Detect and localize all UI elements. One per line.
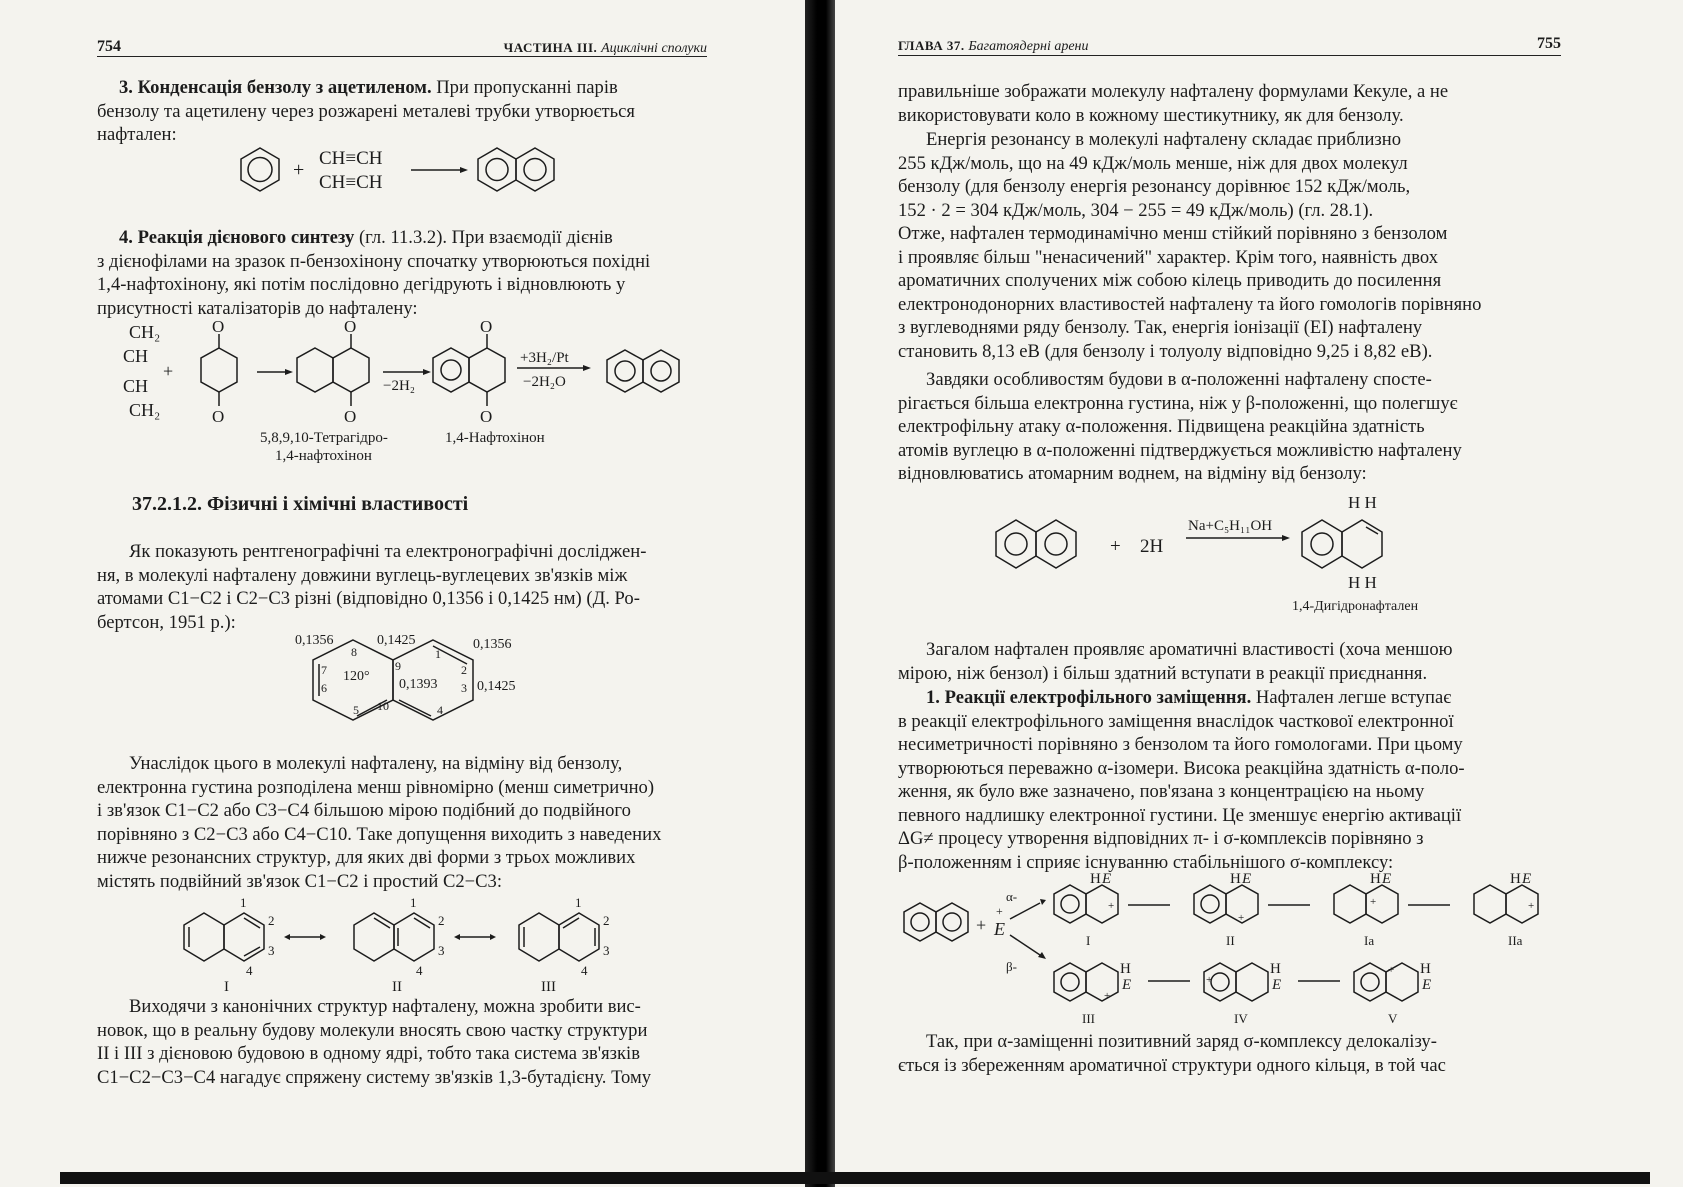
paragraph-resonance-energy: Енергія резонансу в молекулі нафталену складає приблизно 255 кДж/моль, що на 49 кДж/моль менше, ніж для двох молекул бензолу (для бензолу енергія резонансу дорівнює 152 кДж/моль, 152 · 2 = 304 кДж/моль, 304 − 255 = 49 кДж/моль) (гл. 28.1). Отже, нафтален термодинамічно менш стійкий порівняно з бензолом і проявляє більш "ненасичений" характер. Крім того, наявність двох ароматичних сполучених між собою кілець приводить до посилення електронодонорних властивостей нафталену та його гомологів порівняно з вуглеводнями ряду бензолу. Так, енергія іонізації (ЕІ) нафталену становить 8,13 еВ (для бензолу і толуолу відповідно 9,25 і 8,82 еВ). [898,129,1482,362]
svg-text:O: O [212,407,225,426]
svg-text:α-: α- [1006,889,1018,904]
svg-text:8: 8 [351,645,357,659]
svg-text:CH₂: CH₂ [129,322,161,342]
sigma-complex-scheme [900,871,1580,1026]
svg-text:IV: IV [1234,1011,1248,1026]
svg-text:II: II [392,979,402,995]
svg-text:O: O [212,317,225,336]
svg-text:H H: H H [1348,493,1377,512]
svg-text:E: E [1422,977,1432,993]
svg-text:E: E [1272,977,1282,993]
svg-text:CH: CH [123,346,149,366]
svg-text:1,4-Нафтохінон: 1,4-Нафтохінон [445,430,545,446]
svg-text:−2H₂: −2H₂ [383,378,416,394]
paragraph-xray: Як показують рентгенографічні та електронографічні досліджен- ня, в молекулі нафталену довжини вуглець-вуглецевих зв'язків між атомами С1−С2 і С2−С3 різні (відповідно 0,1356 і 0,1425 нм) (Д. Ро- бертсон, 1951 р.): [97,541,647,633]
svg-text:120°: 120° [343,669,370,684]
header-part: ЧАСТИНА III. [503,40,598,55]
svg-text:2: 2 [438,913,445,928]
svg-text:I: I [1086,933,1091,948]
svg-text:II: II [1226,933,1235,948]
svg-text:O: O [480,317,493,336]
paragraph-diene-synthesis: 4. Реакція дієнового синтезу (гл. 11.3.2). При взаємодії дієнів з дієнофілами на зразок п-бензохінону спочатку утворюються похідні 1,4-нафтохінону, які потім послідовно дегідрують і відновлюють у присутності каталізаторів до нафталену: [97,227,651,319]
svg-text:10: 10 [377,699,389,713]
svg-text:O: O [344,407,357,426]
header-title: Ациклічні сполуки [601,41,707,56]
paragraph-electrophilic: 1. Реакції електрофільного заміщення. Нафтален легше вступає в реакції електрофільного заміщення внаслідок часткової електронної несиметричності порівняно з бензолом та його гомологами. При цьому утворюються переважно α-ізомери. Висока реакційна здатність α-поло- ження, як було вже зазначено, пов'язана з концентрацією на ньому певного надлишку електронної густини. Це зменшує енергію активації ΔG≠ процесу утворення відповідних π- і σ-комплексів порівняно з β-положенням і сприяє існуванню стабільнішого σ-комплексу: [898,687,1465,873]
svg-text:E: E [1382,871,1392,887]
resonance-structures [180,895,650,995]
section-title: 37.2.1.2. Фізичні і хімічні властивості [132,493,469,515]
svg-text:0,1425: 0,1425 [477,679,516,694]
equation-benzene-acetylene [235,140,565,200]
svg-text:O: O [344,317,357,336]
svg-text:I: I [224,979,229,995]
svg-text:+3H₂/Pt: +3H₂/Pt [520,350,569,366]
svg-text:+: + [1388,964,1395,976]
svg-text:H: H [1090,871,1101,887]
left-header [97,38,707,57]
svg-text:+: + [976,915,987,935]
svg-text:5,8,9,10-Тетрагідро-: 5,8,9,10-Тетрагідро- [260,430,388,446]
svg-text:3: 3 [438,943,445,958]
svg-text:Na+C₅H₁₁OH: Na+C₅H₁₁OH [1188,518,1273,534]
svg-text:2: 2 [603,913,610,928]
svg-text:CH≡CH: CH≡CH [319,172,383,193]
paragraph-alpha-position: Завдяки особливостям будови в α-положенні нафталену спосте- рігається більша електронна густина, ніж у β-положенні, що полегшує електрофільну атаку α-положення. Підвищена реакційна здатність атомів вуглецю в α-положенні підтверджується можливістю нафталену відновлюватись атомарним воднем, на відміну від бензолу: [898,369,1462,484]
svg-text:2H: 2H [1140,536,1164,557]
svg-text:4: 4 [437,703,443,717]
svg-text:0,1425: 0,1425 [377,633,416,648]
svg-text:1,4-Дигідронафтален: 1,4-Дигідронафтален [1292,599,1419,614]
svg-text:1: 1 [410,895,417,910]
svg-text:0,1393: 0,1393 [399,677,438,692]
svg-text:E: E [1102,871,1112,887]
svg-text:H: H [1120,961,1131,977]
svg-text:+: + [1528,900,1535,912]
svg-text:E: E [1522,871,1532,887]
svg-text:6: 6 [321,681,327,695]
paragraph-electron-density: Унаслідок цього в молекулі нафталену, на відміну від бензолу, електронна густина розподілена менш рівномірно (менш симетрично) і зв'язок С1−С2 або С3−С4 більшою мірою подібний до подвійного порівняно з С2−С3 або С4−С10. Таке допущення виходить з наведених нижче резонансних структур, для яких дві форми з трьох можливих містять подвійний зв'язок С1−С2 і простий С2−С3: [97,753,662,892]
svg-text:CH≡CH: CH≡CH [319,148,383,169]
equation-diene-synthesis [115,317,715,470]
svg-text:4: 4 [581,963,588,978]
svg-text:0,1356: 0,1356 [295,633,334,648]
page-number: 755 [1537,35,1561,52]
svg-text:H H: H H [1348,573,1377,592]
svg-text:+: + [163,361,174,381]
svg-text:III: III [541,979,556,995]
paragraph-alpha-substitution: Так, при α-заміщенні позитивний заряд σ-комплексу делокалізу- ється із збереженням ароматичної структури одного кільця, в той час [898,1031,1446,1076]
svg-text:1: 1 [240,895,247,910]
svg-text:−2H₂O: −2H₂O [523,374,566,390]
svg-text:9: 9 [395,659,401,673]
svg-text:β-: β- [1006,959,1017,974]
svg-text:4: 4 [416,963,423,978]
equation-reduction [990,490,1420,620]
paragraph-canonical: Виходячи з канонічних структур нафталену, можна зробити вис- новок, що в реальну будову молекули вносять свою частку структури II і III з дієновою будовою в одному ядрі, тобто така система зв'язків С1−С2−С3−С4 нагадує спряжену систему зв'язків 1,3-бутадієну. Тому [97,996,652,1088]
svg-text:E: E [1122,977,1132,993]
right-header [898,35,1561,56]
svg-text:+: + [293,159,305,181]
svg-text:H: H [1370,871,1381,887]
svg-text:H: H [1420,961,1431,977]
svg-text:IIa: IIa [1508,933,1523,948]
paragraph-condensation: 3. Конденсація бензолу з ацетиленом. При пропусканні парів бензолу та ацетилену через розжарені металеві трубки утворюється нафтален: [97,77,635,145]
svg-text:0,1356: 0,1356 [473,637,512,652]
header-part: ГЛАВА 37. [898,38,965,53]
svg-text:+: + [1206,974,1213,986]
right-page [840,0,1683,1187]
svg-text:E: E [1242,871,1252,887]
svg-text:+: + [1238,912,1245,924]
svg-text:+: + [1110,536,1121,557]
paragraph-aromatic: Загалом нафтален проявляє ароматичні властивості (хоча меншою мірою, ніж бензол) і більш здатний вступати в реакції приєднання. [898,639,1453,684]
paragraph-kekule: правильніше зображати молекулу нафталену формулами Кекуле, а не використовувати коло в кожному шестикутнику, як для бензолу. [898,81,1449,126]
svg-text:1: 1 [435,647,441,661]
svg-text:7: 7 [321,663,327,677]
svg-text:2: 2 [461,663,467,677]
svg-text:O: O [480,407,493,426]
svg-text:CH: CH [123,376,149,396]
naphthalene-bond-lengths [295,630,555,740]
left-page [0,0,810,1187]
page-number: 754 [97,38,121,55]
svg-text:3: 3 [461,681,467,695]
svg-text:Ia: Ia [1364,933,1375,948]
svg-text:5: 5 [353,703,359,717]
svg-text:4: 4 [246,963,253,978]
svg-text:V: V [1388,1011,1398,1026]
header-title: Багатоядерні арени [968,39,1089,54]
svg-text:3: 3 [268,943,275,958]
svg-text:CH₂: CH₂ [129,400,161,420]
svg-text:1,4-нафтохінон: 1,4-нафтохінон [275,448,372,464]
svg-text:H: H [1510,871,1521,887]
svg-text:3: 3 [603,943,610,958]
svg-text:+: + [996,904,1003,918]
svg-text:+: + [1370,896,1377,908]
svg-text:III: III [1082,1011,1095,1026]
svg-text:H: H [1270,961,1281,977]
svg-text:+: + [1108,900,1115,912]
svg-text:E: E [994,919,1005,939]
svg-text:1: 1 [575,895,582,910]
svg-text:H: H [1230,871,1241,887]
svg-text:+: + [1104,990,1111,1002]
svg-text:2: 2 [268,913,275,928]
